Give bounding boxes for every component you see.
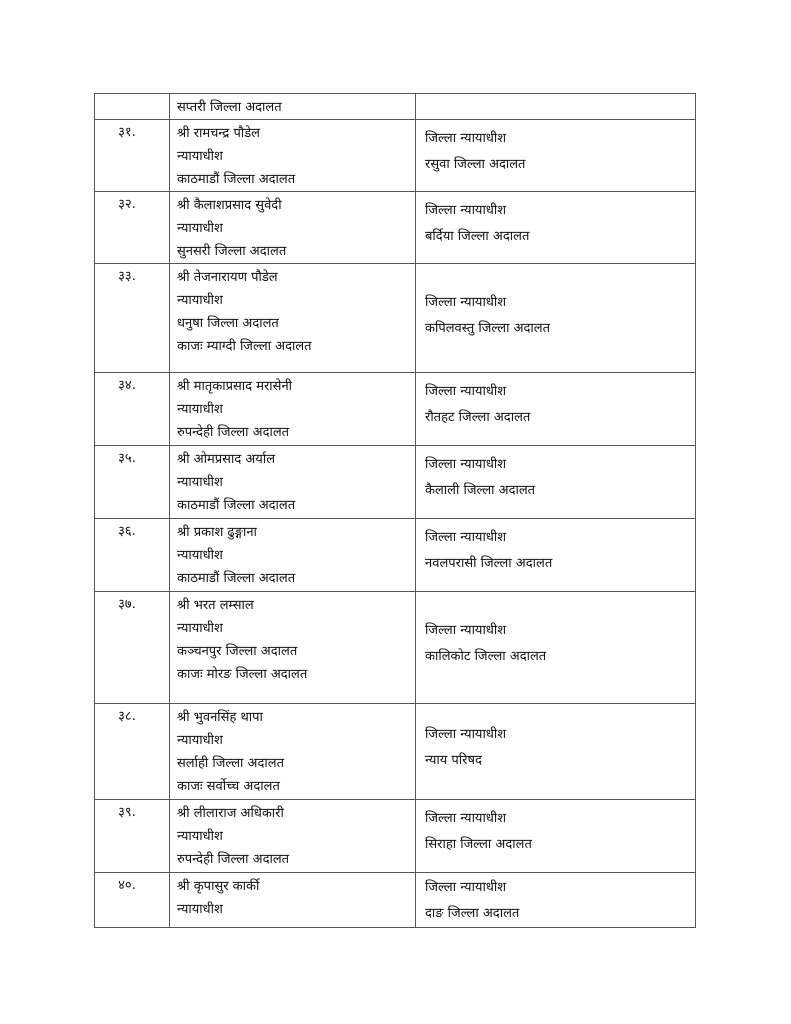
current-position-line: रुपन्देही जिल्ला अदालत xyxy=(177,852,290,867)
current-position-line: सर्लाही जिल्ला अदालत xyxy=(177,756,284,771)
current-position-line: न्यायाधीश xyxy=(177,902,223,917)
new-position-line: जिल्ला न्यायाधीश xyxy=(425,530,507,545)
new-position-cell xyxy=(416,800,696,873)
current-position-line: काजः म्याग्दी जिल्ला अदालत xyxy=(177,339,312,354)
current-position-line: श्री ओमप्रसाद अर्याल xyxy=(177,452,276,467)
current-position-cell xyxy=(170,800,416,873)
new-position-cell xyxy=(416,592,696,704)
current-position-line: श्री कृपासुर कार्की xyxy=(177,879,260,894)
new-position-line: जिल्ला न्यायाधीश xyxy=(425,623,507,638)
current-position-cell xyxy=(170,192,416,264)
new-position-line: जिल्ला न्यायाधीश xyxy=(425,880,507,895)
new-position-cell xyxy=(416,873,696,928)
new-position-line: सिराहा जिल्ला अदालत xyxy=(425,837,532,852)
row-number: ३३. xyxy=(118,269,136,284)
current-position-cell xyxy=(170,704,416,800)
current-position-line: काठमाडौं जिल्ला अदालत xyxy=(177,571,296,586)
current-position-line: काठमाडौं जिल्ला अदालत xyxy=(177,172,296,187)
current-position-cell xyxy=(170,94,416,120)
row-number: ३६. xyxy=(118,524,136,539)
current-position-line: श्री रामचन्द्र पौडेल xyxy=(177,126,260,141)
row-number-cell xyxy=(95,264,170,373)
row-number: ३५. xyxy=(118,451,136,466)
row-number: ३४. xyxy=(118,378,136,393)
row-number-cell xyxy=(95,800,170,873)
row-number-cell xyxy=(95,519,170,592)
new-position-cell xyxy=(416,446,696,519)
current-position-cell xyxy=(170,519,416,592)
row-number xyxy=(95,94,169,97)
row-number: ३९. xyxy=(118,805,136,820)
row-number-cell xyxy=(95,704,170,800)
row-number: ४०. xyxy=(118,878,136,893)
new-position-line: जिल्ला न्यायाधीश xyxy=(425,384,507,399)
current-position-line: धनुषा जिल्ला अदालत xyxy=(177,316,279,331)
new-position-line: रसुवा जिल्ला अदालत xyxy=(425,157,526,172)
current-position-cell xyxy=(170,446,416,519)
current-position-line: श्री मातृकाप्रसाद मरासेनी xyxy=(177,379,293,394)
current-position-cell xyxy=(170,120,416,192)
current-position-line: श्री कैलाशप्रसाद सुवेदी xyxy=(177,198,282,213)
row-number-cell xyxy=(95,592,170,704)
current-position-line: न्यायाधीश xyxy=(177,293,223,308)
table-row xyxy=(95,873,696,928)
new-position-line: कपिलवस्तु जिल्ला अदालत xyxy=(425,321,550,336)
current-position-line: काजः मोरङ जिल्ला अदालत xyxy=(177,667,308,682)
row-number: ३१. xyxy=(118,125,136,140)
row-number-cell xyxy=(95,94,170,120)
new-position-line: जिल्ला न्यायाधीश xyxy=(425,457,507,472)
new-position-line: जिल्ला न्यायाधीश xyxy=(425,131,507,146)
current-position-line: श्री तेजनारायण पौडेल xyxy=(177,270,278,285)
table-row xyxy=(95,94,696,120)
table-row xyxy=(95,192,696,264)
current-position-line: श्री प्रकाश ढुङ्गाना xyxy=(177,525,257,540)
new-position-line: जिल्ला न्यायाधीश xyxy=(425,811,507,826)
new-position-line: जिल्ला न्यायाधीश xyxy=(425,203,507,218)
row-number-cell xyxy=(95,873,170,928)
current-position-line: न्यायाधीश xyxy=(177,829,223,844)
row-number-cell xyxy=(95,120,170,192)
current-position-cell xyxy=(170,264,416,373)
table-row xyxy=(95,704,696,800)
current-position-cell xyxy=(170,873,416,928)
current-position-line: कञ्चनपुर जिल्ला अदालत xyxy=(177,644,298,659)
current-position-line: न्यायाधीश xyxy=(177,475,223,490)
current-position-line: सुनसरी जिल्ला अदालत xyxy=(177,244,287,259)
new-position-line: रौतहट जिल्ला अदालत xyxy=(425,410,531,425)
current-position-cell xyxy=(170,373,416,446)
table-row xyxy=(95,592,696,704)
current-position-line: न्यायाधीश xyxy=(177,621,223,636)
table-row xyxy=(95,264,696,373)
current-position-line: काठमाडौं जिल्ला अदालत xyxy=(177,498,296,513)
current-position-line: सप्तरी जिल्ला अदालत xyxy=(177,100,282,115)
row-number: ३२. xyxy=(118,197,136,212)
new-position-cell xyxy=(416,192,696,264)
current-position-line: न्यायाधीश xyxy=(177,402,223,417)
table-row xyxy=(95,120,696,192)
current-position-line: श्री भुवनसिंह थापा xyxy=(177,710,263,725)
new-position-cell xyxy=(416,704,696,800)
current-position-line: श्री भरत लम्साल xyxy=(177,598,254,613)
current-position-cell xyxy=(170,592,416,704)
row-number-cell xyxy=(95,192,170,264)
table-row xyxy=(95,446,696,519)
new-position-line: कालिकोट जिल्ला अदालत xyxy=(425,649,547,664)
new-position-line: नवलपरासी जिल्ला अदालत xyxy=(425,556,553,571)
current-position-line: न्यायाधीश xyxy=(177,733,223,748)
table-row xyxy=(95,800,696,873)
current-position-line: श्री लीलाराज अधिकारी xyxy=(177,806,284,821)
new-position-line: जिल्ला न्यायाधीश xyxy=(425,727,507,742)
current-position-line: रुपन्देही जिल्ला अदालत xyxy=(177,425,290,440)
row-number-cell xyxy=(95,446,170,519)
new-position-line: न्याय परिषद xyxy=(425,753,482,768)
new-position-cell xyxy=(416,94,696,120)
row-number-cell xyxy=(95,373,170,446)
new-position-cell xyxy=(416,120,696,192)
row-number: ३७. xyxy=(118,597,136,612)
current-position-line: न्यायाधीश xyxy=(177,221,223,236)
new-position-cell xyxy=(416,264,696,373)
table-row xyxy=(95,519,696,592)
new-position-line: बर्दिया जिल्ला अदालत xyxy=(425,229,530,244)
new-position-cell xyxy=(416,519,696,592)
new-position-line: दाङ जिल्ला अदालत xyxy=(425,906,520,921)
new-position-line: कैलाली जिल्ला अदालत xyxy=(425,483,536,498)
current-position-line: काजः सर्वोच्च अदालत xyxy=(177,779,280,794)
row-number: ३८. xyxy=(118,709,136,724)
new-position-line: जिल्ला न्यायाधीश xyxy=(425,295,507,310)
judge-transfer-table xyxy=(94,93,696,928)
current-position-line: न्यायाधीश xyxy=(177,548,223,563)
table-body xyxy=(95,94,696,928)
current-position-line: न्यायाधीश xyxy=(177,149,223,164)
table-row xyxy=(95,373,696,446)
new-position-cell xyxy=(416,373,696,446)
